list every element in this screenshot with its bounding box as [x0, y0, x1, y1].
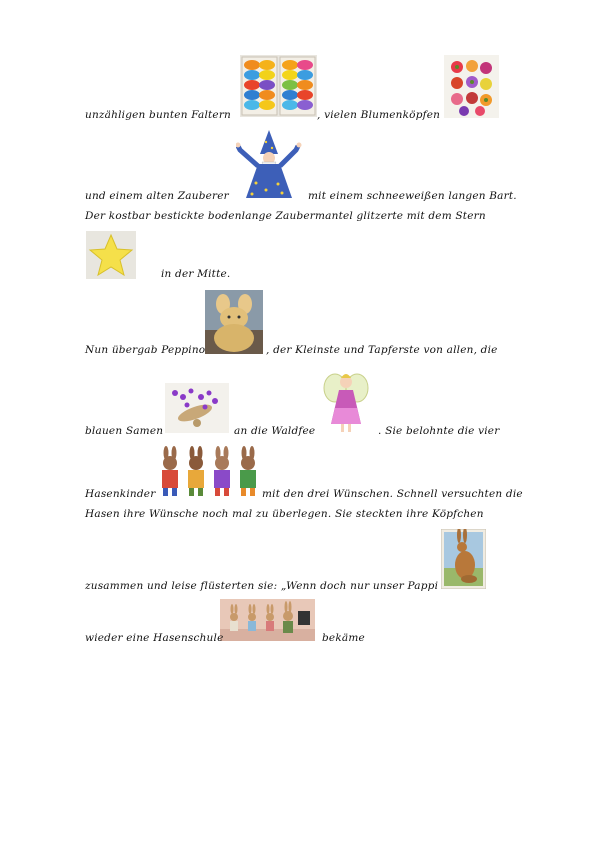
story-line-10a: wieder eine Hasenschule	[85, 632, 224, 644]
hare-painting-image	[441, 529, 486, 589]
story-line-8: Hasen ihre Wünsche noch mal zu überlegen. Sie steckten ihre Köpfchen	[85, 508, 484, 520]
story-line-7b: mit den drei Wünschen. Schnell versuchten die	[262, 488, 523, 500]
story-line-6b: an die Waldfee	[234, 425, 316, 437]
bunny-school-image	[220, 599, 315, 641]
story-line-10b: bekäme	[322, 632, 365, 644]
story-line-5b: , der Kleinste und Tapferste von allen, die	[266, 344, 498, 356]
flower-stickers-image	[444, 55, 499, 118]
story-line-7a: Hasenkinder	[85, 488, 156, 500]
story-line-4: in der Mitte.	[161, 268, 231, 280]
story-line-2a: und einem alten Zauberer	[85, 190, 229, 202]
story-line-6a: blauen Samen	[85, 425, 164, 437]
wizard-image	[236, 128, 302, 200]
blue-seeds-image	[165, 383, 229, 433]
story-line-5a: Nun übergab Peppino	[85, 344, 206, 356]
story-line-1b: , vielen Blumenköpfen	[317, 109, 441, 121]
four-bunnies-image	[156, 445, 260, 498]
rabbit-toy-image	[205, 290, 263, 354]
story-line-1a: unzähligen bunten Faltern	[85, 109, 232, 121]
yellow-star-image	[86, 231, 136, 279]
story-line-2b: mit einem schneeweißen langen Bart.	[308, 190, 517, 202]
forest-fairy-image	[321, 368, 371, 434]
story-line-6c: . Sie belohnte die vier	[378, 425, 500, 437]
story-line-9: zusammen und leise flüsterten sie: „Wenn doch nur unser Pappi	[85, 580, 439, 592]
butterfly-boxes-image	[240, 55, 317, 117]
story-line-3: Der kostbar bestickte bodenlange Zaubermantel glitzerte mit dem Stern	[85, 210, 486, 222]
